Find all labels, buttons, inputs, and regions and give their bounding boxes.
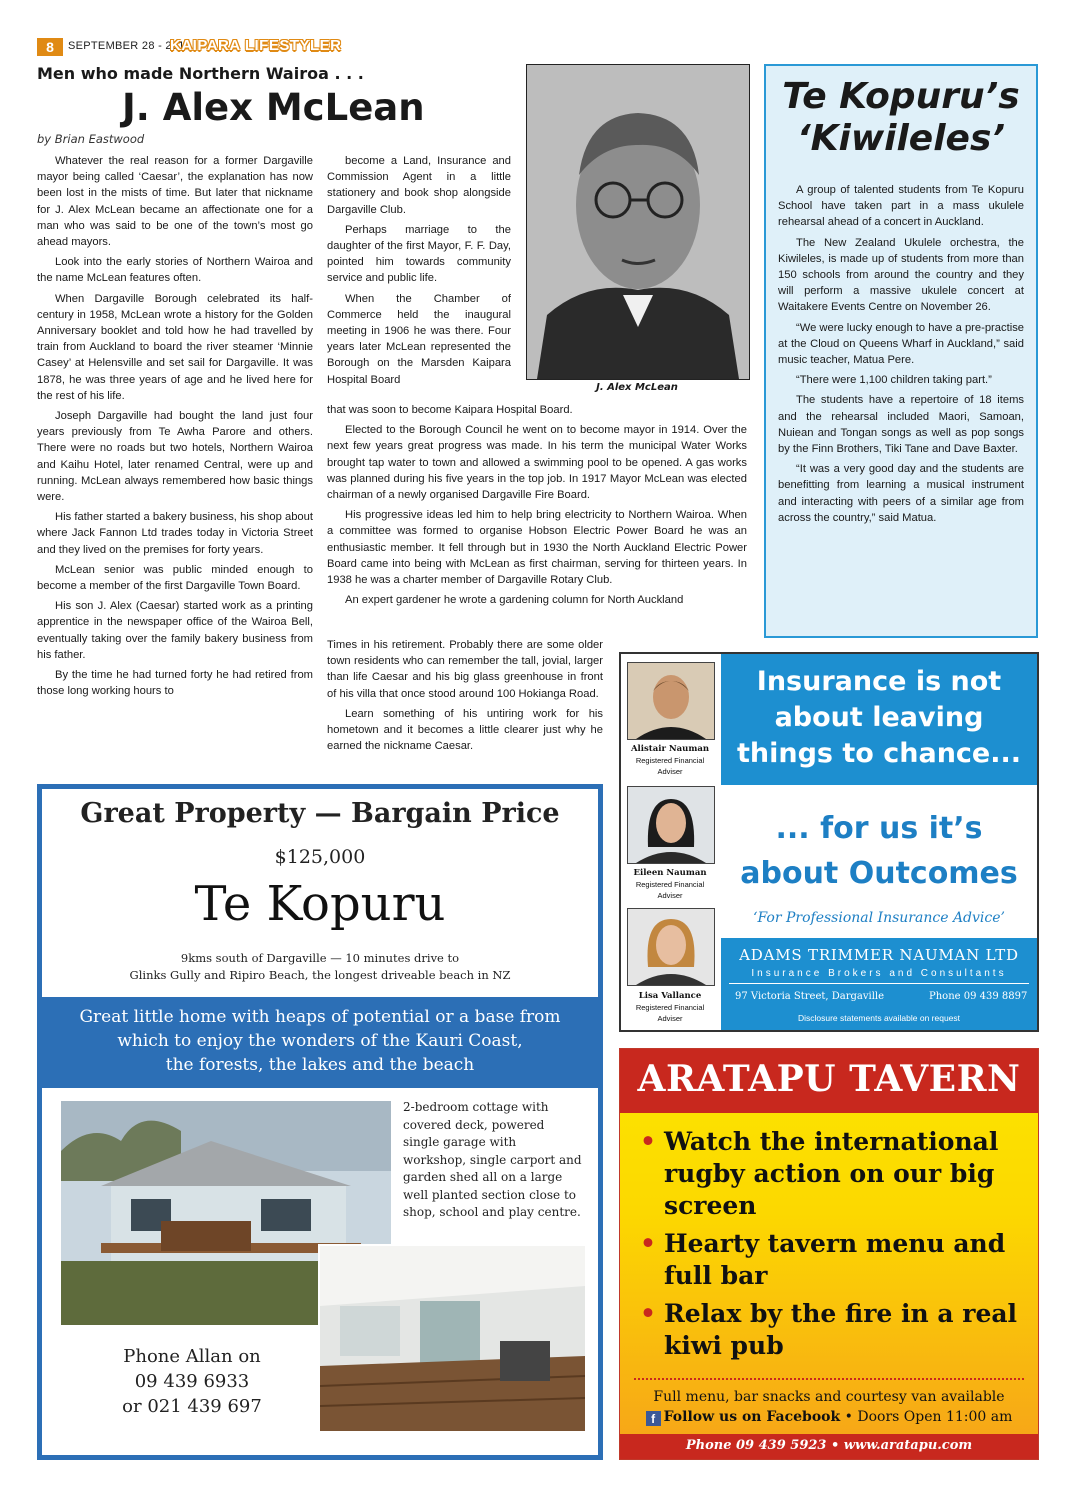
article-paragraph: Elected to the Borough Council he went on to become mayor in 1914. Over the next few years great progress was made. In his term the municipal Water Works brought tap water to town and allowed a swimming pool to be opened. A gas works was planned during his five years in the top job. In 1917 Mayor McLean was elected chairman of a newly organised Dargaville Fire Board.: [327, 424, 747, 502]
sidebar-title-line: Te Kopuru’s: [782, 76, 1020, 117]
sidebar-body: [778, 182, 1024, 530]
sidebar-paragraph: The students have a repertoire of 18 items and the rehearsal included Maori, Samoan, Nuiean and Tongan songs as well as pop songs by the Finn Brothers, Tiki Tane and Dave Baxter.: [778, 394, 1024, 456]
tavern-feature: • Hearty tavern menu and full bar: [640, 1228, 1025, 1292]
article-paragraph: His progressive ideas led him to help bring electricity to Northern Wairoa. When a committee was formed to organise Hobson Electric Power Board he was an enthusiastic member. It fell through but in 1930 the North Auckland Electric Power Board came into being with McLean as first chairman, serving for thirteen years. In 1938 he was a charter member of Dargaville Rotary Club.: [327, 509, 747, 587]
adviser-role: Adviser: [657, 1014, 683, 1023]
facebook-text: Follow us on Facebook: [663, 1409, 841, 1425]
sidebar-paragraph: A group of talented students from Te Kopuru School have taken part in a mass ukulele rehearsal ahead of a concert in Auckland.: [778, 184, 1024, 229]
article-paragraph: An expert gardener he wrote a gardening column for North Auckland: [345, 594, 684, 607]
page-number: 8: [37, 38, 63, 56]
firm-disclosure: Disclosure statements available on request: [797, 1013, 961, 1023]
doors-open-text: • Doors Open 11:00 am: [844, 1409, 1013, 1425]
directions-line: 9kms south of Dargaville — 10 minutes drive to: [180, 951, 460, 965]
article-paragraph: By the time he had turned forty he had retired from those long working hours to: [37, 669, 313, 698]
firm-subtitle: Insurance Brokers and Consultants: [751, 968, 1007, 979]
tavern-facebook-line: [620, 1409, 1038, 1426]
blurb-line: the forests, the lakes and the beach: [165, 1055, 475, 1075]
adviser-role: Adviser: [657, 891, 683, 900]
insurance-quote: ‘For Professional Insurance Advice’: [753, 910, 1005, 926]
adviser-role: Registered Financial: [635, 1003, 705, 1012]
contact-line: Phone Allan on: [123, 1346, 261, 1367]
article-paragraph: that was soon to become Kaipara Hospital Board.: [327, 404, 573, 416]
insurance-tagline: [721, 664, 1037, 772]
property-location: Te Kopuru: [194, 876, 446, 932]
article-column-1: [37, 153, 313, 778]
article-column-2: [327, 153, 511, 392]
article-paragraph: Look into the early stories of Northern Wairoa and the name McLean features often.: [37, 256, 313, 285]
outcomes-line: ... for us it’s: [775, 811, 983, 846]
article-byline: by Brian Eastwood: [37, 132, 145, 146]
property-directions: [42, 950, 598, 984]
adviser-role: Registered Financial: [635, 756, 705, 765]
property-features: 2-bedroom cottage with covered deck, powered single garage with workshop, single carport and garden shed all on a large well planted section close to shop, school and play centre.: [403, 1100, 582, 1219]
adviser-role: Adviser: [657, 767, 683, 776]
property-price: $125,000: [274, 846, 366, 868]
tavern-divider: [634, 1378, 1024, 1380]
deck-photo: [318, 1244, 587, 1433]
blurb-line: Great little home with heaps of potential or a base from: [79, 1007, 561, 1027]
article-paragraph: When Dargaville Borough celebrated its half-century in 1958, McLean wrote a history for the Golden Anniversary booklet and told how he had travelled by train from Auckland to board the river steamer ‘Minnie Casey’ at Helensville and set sail for Dargaville. It was 1878, he was three years of age and he lived here for the rest of his life.: [37, 292, 313, 402]
article-paragraph: When the Chamber of Commerce held the inaugural meeting in 1906 he was there. Four years later McLean represented the Borough on the Marsden Kaipara Hospital Board: [327, 292, 511, 386]
firm-phone: Phone 09 439 8897: [929, 991, 1028, 1002]
property-blurb: [42, 1005, 598, 1077]
article-paragraph: Whatever the real reason for a former Dargaville mayor being called ‘Caesar’, the explanation has now been lost in the mists of time. But later that nickname for J. Alex McLean became an affectionate one for a man who was said to be one of the town’s most go ahead mayors.: [37, 155, 313, 249]
property-title: Great Property — Bargain Price: [80, 798, 560, 829]
issue-date: SEPTEMBER 28 - 2011: [68, 40, 191, 52]
portrait-illustration: [527, 65, 749, 379]
tavern-menu-line: Full menu, bar snacks and courtesy van available: [653, 1389, 1005, 1405]
sidebar-paragraph: “We were lucky enough to have a pre-practise at the Cloud on Queens Wharf in Auckland,” said music teacher, Matua Pere.: [778, 321, 1025, 367]
sidebar-paragraph: The New Zealand Ukulele orchestra, the Kiwileles, is made up of students from more than 150 schools from around the country and they will perform a massive ukulele concert at Waitakere Events Centre on November 26.: [778, 236, 1024, 314]
article-paragraph: Times in his retirement. Probably there are some older town residents who can remember the tall, jovial, larger than life Caesar and his big glass greenhouse in front of his villa that once stood around 100 Hokianga Road.: [327, 639, 603, 700]
article-paragraph: McLean senior was public minded enough to become a member of the first Dargaville Town Board.: [37, 563, 313, 593]
directions-line: Glinks Gully and Ripiro Beach, the longest driveable beach in NZ: [129, 968, 511, 982]
adviser-name: Lisa Vallance: [638, 991, 702, 1001]
firm-divider: [729, 983, 1029, 984]
insurance-outcomes: [721, 806, 1037, 896]
photo-caption: J. Alex McLean: [596, 382, 678, 393]
article-wide-column-2: [327, 637, 603, 758]
portrait-photo: [526, 64, 750, 380]
adviser-name: Alistair Nauman: [630, 744, 710, 754]
publication-name: KAIPARA LIFESTYLER: [170, 37, 342, 54]
contact-mobile: or 021 439 697: [122, 1396, 262, 1417]
adviser-photo: [627, 786, 715, 864]
tavern-features-list: [640, 1126, 1025, 1368]
tavern-feature: • Watch the international rugby action on our big screen: [640, 1126, 1025, 1222]
sidebar-title-line: ‘Kiwileles’: [796, 118, 1006, 159]
tavern-contact: Phone 09 439 5923 • www.aratapu.com: [685, 1438, 973, 1453]
tavern-feature: • Relax by the fire in a real kiwi pub: [640, 1298, 1025, 1362]
adviser-role: Registered Financial: [635, 880, 705, 889]
contact-phone: 09 439 6933: [134, 1371, 250, 1392]
sidebar-paragraph: “There were 1,100 children taking part.”: [796, 374, 992, 387]
article-headline: J. Alex McLean: [122, 86, 425, 129]
article-wide-column: [327, 402, 747, 612]
tagline-line: Insurance is not: [756, 666, 1002, 697]
tagline-line: things to chance...: [736, 738, 1021, 769]
article-kicker: Men who made Northern Wairoa . . .: [37, 64, 364, 83]
article-paragraph: Joseph Dargaville had bought the land just four years previously from Te Awha Parore and others. There were no roads but two hotels, Northern Wairoa and Kaihu Hotel, later renamed Central, were up and running. McLean always remembered how basic things were.: [37, 410, 313, 504]
adviser-photo: [627, 662, 715, 740]
article-paragraph: Learn something of his untiring work for his hometown and it becomes a little clearer just why he earned the nickname Caesar.: [327, 707, 603, 753]
sidebar-paragraph: “It was a very good day and the students are benefitting from learning a musical instrument and interacting with peers of a similar age from across the country,” said Matua.: [778, 463, 1024, 524]
article-paragraph: His father started a bakery business, his shop about where Jack Fannon Ltd trades today in Victoria Street and they lived on the premises for forty years.: [37, 511, 313, 556]
outcomes-line: about Outcomes: [740, 856, 1018, 891]
article-paragraph: His son J. Alex (Caesar) started work as a printing apprentice in the newspaper office of the Wairoa Bell, eventually taking over the family bakery business from his father.: [37, 600, 313, 661]
adviser-name: Eileen Nauman: [633, 868, 707, 878]
blurb-line: which to enjoy the wonders of the Kauri Coast,: [117, 1031, 523, 1051]
tagline-line: about leaving: [774, 702, 984, 733]
facebook-icon: f: [646, 1411, 661, 1426]
firm-address: 97 Victoria Street, Dargaville: [735, 991, 885, 1002]
article-paragraph: become a Land, Insurance and Commission Agent in a little stationery and book shop alongside Dargaville Club.: [327, 155, 511, 216]
property-contact: [72, 1344, 312, 1419]
adviser-photo: [627, 908, 715, 986]
sidebar-title: [768, 76, 1034, 160]
tavern-title: ARATAPU TAVERN: [637, 1058, 1021, 1100]
article-paragraph: Perhaps marriage to the daughter of the first Mayor, F. F. Day, pointed him towards community service and public life.: [327, 223, 511, 285]
firm-name: ADAMS TRIMMER NAUMAN LTD: [739, 946, 1019, 964]
